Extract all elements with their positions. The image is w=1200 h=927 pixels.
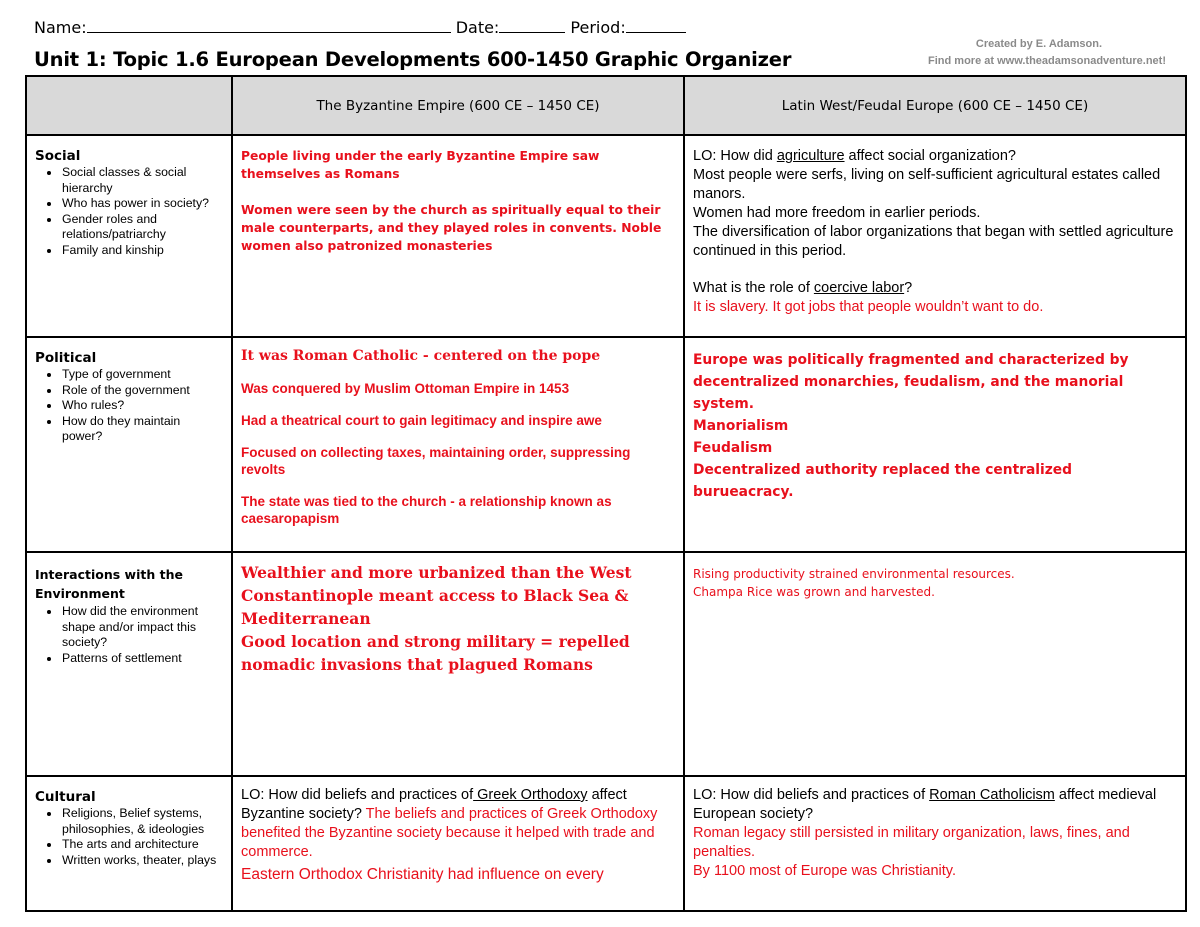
answer-text: It is slavery. It got jobs that people wouldn’t want to do.: [693, 299, 1044, 315]
answer-text: It was Roman Catholic - centered on the pope: [241, 348, 601, 364]
credit-block: [928, 36, 1166, 70]
political-latin-cell[interactable]: [684, 337, 1186, 552]
lo-question: LO: How did agriculture affect social organization?: [693, 148, 1016, 164]
header-byzantine: The Byzantine Empire (600 CE – 1450 CE): [232, 76, 684, 135]
bullet: • Social classes & social hierarchy: [61, 165, 223, 196]
page-title: Unit 1: Topic 1.6 European Developments 600-1450 Graphic Organizer: [34, 48, 792, 71]
social-byzantine-cell[interactable]: [232, 135, 684, 337]
bullet: • Role of the government: [61, 383, 223, 399]
category-political: [26, 337, 232, 552]
category-title: Cultural: [35, 789, 96, 805]
bullet: • Type of government: [61, 367, 223, 383]
answer-text: Champa Rice was grown and harvested.: [693, 585, 935, 599]
bullet: • Gender roles and relations/patriarchy: [61, 212, 223, 243]
credit-link[interactable]: Find more at www.theadamsonadventure.net!: [928, 55, 1166, 67]
bullet: • Written works, theater, plays: [61, 853, 223, 869]
name-blank[interactable]: [87, 19, 451, 33]
category-bullets: [35, 806, 223, 868]
header-fields: [34, 18, 686, 37]
social-latin-cell[interactable]: [684, 135, 1186, 337]
category-cultural: [26, 776, 232, 911]
bullet: • Family and kinship: [61, 243, 223, 259]
bullet: • How do they maintain power?: [61, 414, 223, 445]
answer-text: Feudalism: [693, 440, 773, 456]
answer-text: Focused on collecting taxes, maintaining order, suppressing revolts: [241, 445, 631, 477]
answer-text: By 1100 most of Europe was Christianity.: [693, 863, 956, 879]
row-social: [26, 135, 1186, 337]
category-title: Political: [35, 350, 97, 366]
answer-text: Most people were serfs, living on self-sufficient agricultural estates called manors.: [693, 167, 1161, 202]
answer-text: Constantinople meant access to Black Sea & Mediterranean: [241, 586, 629, 628]
answer-text: Was conquered by Muslim Ottoman Empire in 1453: [241, 381, 570, 396]
category-social: [26, 135, 232, 337]
cultural-latin-cell[interactable]: [684, 776, 1186, 911]
answer-text: People living under the early Byzantine Empire saw themselves as Romans: [241, 149, 600, 181]
credit-author: Created by E. Adamson.: [975, 38, 1102, 50]
answer-text: Wealthier and more urbanized than the West: [241, 563, 632, 582]
category-bullets: [35, 604, 223, 666]
period-blank[interactable]: [626, 19, 686, 33]
category-bullets: [35, 165, 223, 258]
bullet: • How did the environment shape and/or impact this society?: [61, 604, 223, 651]
environment-byzantine-cell[interactable]: [232, 552, 684, 776]
bullet: • Who has power in society?: [61, 196, 223, 212]
answer-text: Roman legacy still persisted in military organization, laws, fines, and penalties.: [693, 825, 1130, 860]
question-text: What is the role of coercive labor?: [693, 280, 913, 296]
answer-text: Women were seen by the church as spiritually equal to their male counterparts, and they played roles in convents. Noble women also patronized monasteries: [241, 203, 662, 253]
answer-text: Good location and strong military = repelled nomadic invasions that plagued Romans: [241, 632, 630, 674]
date-label: Date:: [455, 18, 500, 37]
category-bullets: [35, 367, 223, 445]
row-environment: [26, 552, 1186, 776]
lo-question: LO: How did beliefs and practices of Greek Orthodoxy affect Byzantine society? The beliefs and practices of Greek Orthodoxy benefited the Byzantine society because it helped with trade and commerce.: [241, 787, 658, 860]
bullet: • Religions, Belief systems, philosophies, & ideologies: [61, 806, 223, 837]
answer-text: Women had more freedom in earlier periods.: [693, 205, 981, 221]
row-cultural: [26, 776, 1186, 911]
answer-text: The state was tied to the church - a relationship known as caesaropapism: [241, 494, 612, 526]
bullet: • The arts and architecture: [61, 837, 223, 853]
answer-text: Had a theatrical court to gain legitimacy and inspire awe: [241, 413, 602, 428]
date-blank[interactable]: [499, 19, 565, 33]
answer-text: Eastern Orthodox Christianity had influence on every: [241, 866, 604, 883]
name-label: Name:: [34, 18, 87, 37]
answer-text: Manorialism: [693, 418, 789, 434]
category-title: Social: [35, 148, 81, 164]
header-row: [26, 76, 1186, 135]
lo-question: LO: How did beliefs and practices of Roman Catholicism affect medieval European society?: [693, 787, 1157, 822]
row-political: [26, 337, 1186, 552]
environment-latin-cell[interactable]: [684, 552, 1186, 776]
bullet: • Who rules?: [61, 398, 223, 414]
header-latin-west: Latin West/Feudal Europe (600 CE – 1450 CE): [684, 76, 1186, 135]
answer-text: The diversification of labor organizations that began with settled agriculture continued in this period.: [693, 224, 1174, 259]
graphic-organizer-table: [25, 75, 1187, 912]
category-title: Interactions with the Environment: [35, 567, 183, 601]
period-label: Period:: [570, 18, 626, 37]
political-byzantine-cell[interactable]: [232, 337, 684, 552]
answer-text: Decentralized authority replaced the centralized burueacracy.: [693, 462, 1073, 500]
bullet: • Patterns of settlement: [61, 651, 223, 667]
answer-text: Europe was politically fragmented and characterized by decentralized monarchies, feudalism, and the manorial system.: [693, 352, 1129, 412]
category-environment: [26, 552, 232, 776]
answer-text: Rising productivity strained environmental resources.: [693, 567, 1015, 581]
header-blank-cell: [26, 76, 232, 135]
cultural-byzantine-cell[interactable]: [232, 776, 684, 911]
